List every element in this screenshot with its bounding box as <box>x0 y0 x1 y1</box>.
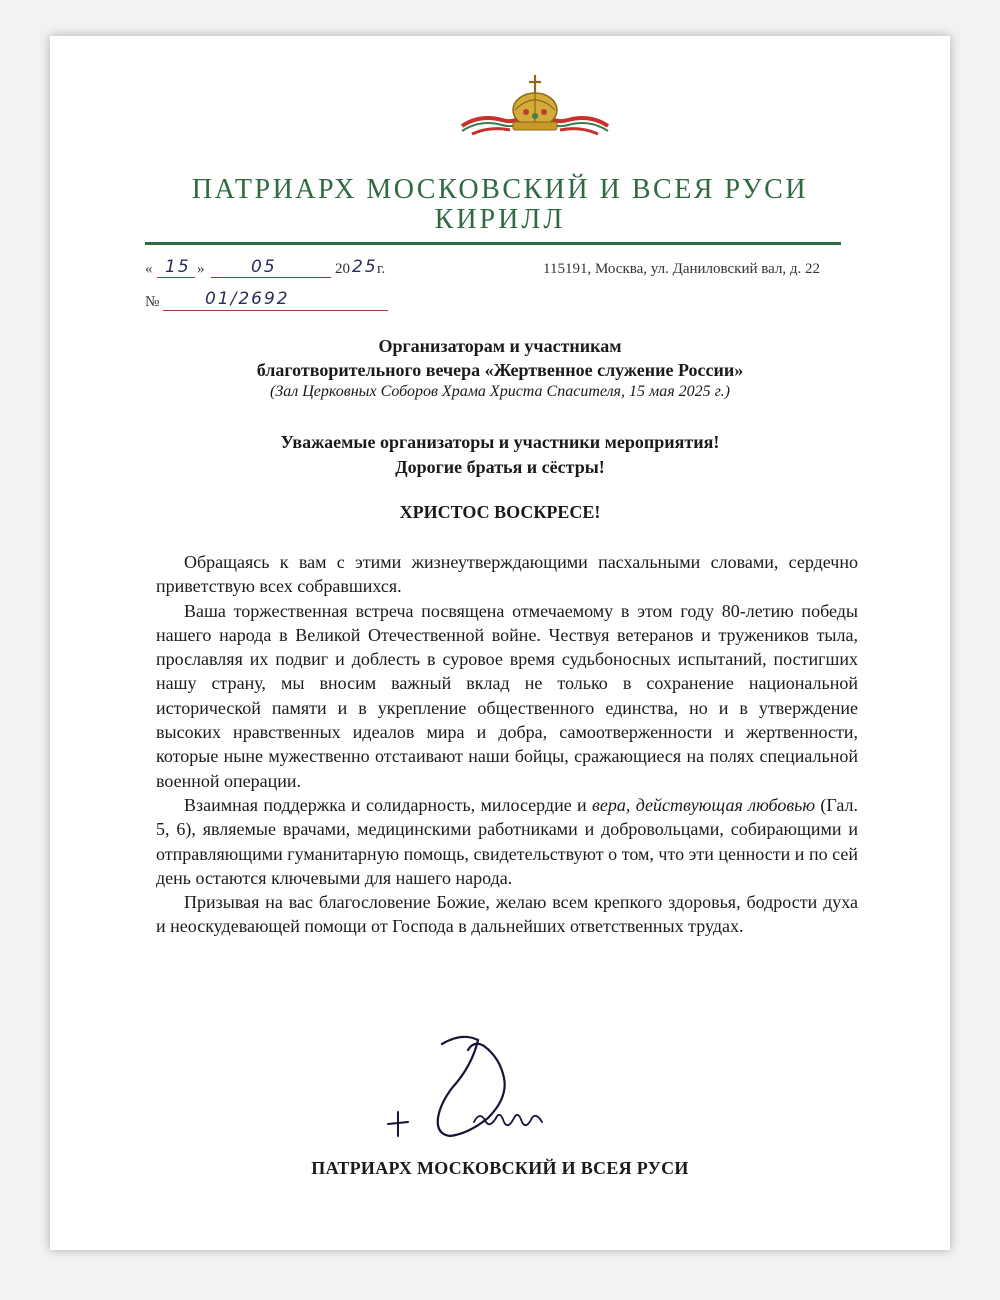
date-line <box>145 253 845 283</box>
letterhead-title: ПАТРИАРХ МОСКОВСКИЙ И ВСЕЯ РУСИ <box>191 174 809 205</box>
date-year-prefix: 20 <box>335 261 350 277</box>
salutation-line1: Уважаемые организаторы и участники мероприятия! <box>280 432 720 452</box>
number-label: № <box>145 294 160 310</box>
easter-greeting: ХРИСТОС ВОСКРЕСЕ! <box>399 502 601 522</box>
document-number: 01/2692 <box>205 289 290 309</box>
letter-sheet <box>50 36 950 1250</box>
date-year-suffix: 25 <box>352 257 378 277</box>
paragraph-3-end: (Гал. 5, 6), являемые врачами, медицинскими работниками и добровольцами, собирающими и отправляющими гуманитарную помощь, свидетельствуют о том, что эти ценности и по сей день остаются ключевыми для нашего народа. <box>156 794 858 888</box>
recipient-block <box>110 334 890 402</box>
date-day: 15 <box>165 257 191 277</box>
month-underline <box>211 277 331 278</box>
date-month: 05 <box>251 257 277 277</box>
paragraph-1: Обращаясь к вам с этими жизнеутверждающими пасхальными словами, сердечно приветствую всех собравшихся. <box>156 552 858 597</box>
letterhead-name: КИРИЛЛ <box>434 204 566 235</box>
recipient-line2: благотворительного вечера «Жертвенное служение России» <box>256 360 744 380</box>
address: 115191, Москва, ул. Даниловский вал, д. 22 <box>543 261 821 277</box>
number-underline <box>163 310 388 311</box>
paragraph-3 <box>156 793 858 890</box>
recipient-line1: Организаторам и участникам <box>378 336 622 356</box>
paragraph-4: Призывая на вас благословение Божие, желаю всем крепкого здоровья, бодрости духа и неоскудевающей помощи от Господа в дальнейших ответственных трудах. <box>156 892 858 937</box>
scripture-quote: вера, действующая любовью <box>592 794 816 815</box>
letterhead-divider <box>145 242 841 245</box>
signature-title: ПАТРИАРХ МОСКОВСКИЙ И ВСЕЯ РУСИ <box>311 1158 689 1178</box>
recipient-venue: (Зал Церковных Соборов Храма Христа Спасителя, 15 мая 2025 г.) <box>270 383 730 400</box>
date-year-unit: г. <box>377 261 386 277</box>
crown-emblem-icon <box>460 70 610 142</box>
date-quote-close: » <box>197 261 205 277</box>
date-quote-open: « <box>145 261 153 277</box>
paragraph-2: Ваша торжественная встреча посвящена отмечаемому в этом году 80-летию победы нашего народа в Великой Отечественной войне. Чествуя ветеранов и тружеников тыла, прославляя их подвиг и доблесть в суровое время судьбоносных испытаний, постигших нашу страну, мы вносим важный вклад не только в сохранение национальной исторической памяти и в укрепление общественного единства, но и в утверждение высоких нравственных идеалов мира и добра, самоотверженности и жертвенности, которые ныне мужественно отстаивают наши бойцы, сражающиеся на полях специальной военной операции. <box>156 600 858 791</box>
number-line <box>145 286 465 314</box>
letter-body <box>156 550 858 939</box>
salutation <box>110 430 890 480</box>
paragraph-3-start: Взаимная поддержка и солидарность, милосердие и <box>184 794 593 815</box>
handwritten-signature <box>380 1026 555 1146</box>
salutation-line2: Дорогие братья и сёстры! <box>395 457 605 477</box>
day-underline <box>157 277 195 278</box>
